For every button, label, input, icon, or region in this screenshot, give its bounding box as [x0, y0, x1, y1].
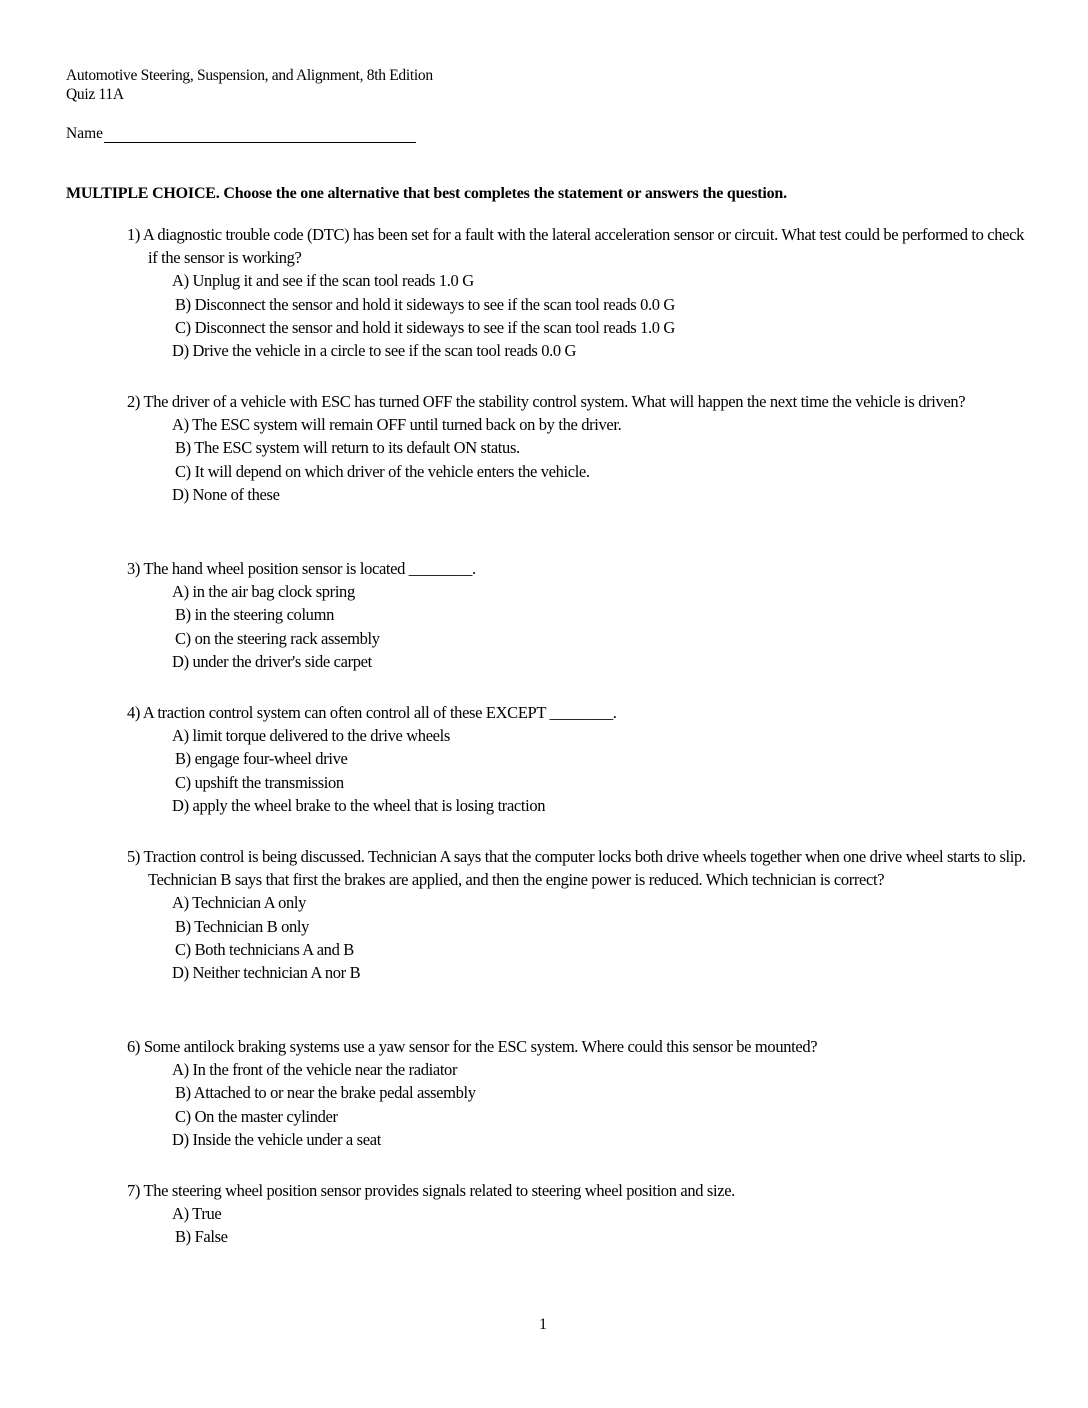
choice-a[interactable]: A) limit torque delivered to the drive wheels — [172, 726, 450, 746]
choice-b[interactable]: B) The ESC system will return to its default ON status. — [175, 438, 520, 458]
book-title: Automotive Steering, Suspension, and Alignment, 8th Edition — [66, 67, 433, 84]
question-stem — [127, 1035, 1027, 1058]
name-field-row — [66, 125, 416, 143]
question-6 — [127, 1035, 1027, 1151]
name-blank-line[interactable] — [104, 126, 416, 143]
question-4 — [127, 701, 1027, 817]
choice-a[interactable]: A) Technician A only — [172, 893, 307, 913]
question-number: 5) — [127, 847, 141, 866]
choice-c[interactable]: C) on the steering rack assembly — [175, 628, 380, 648]
choice-list — [172, 413, 1027, 506]
choice-c[interactable]: C) On the master cylinder — [175, 1106, 338, 1126]
question-text: The hand wheel position sensor is located ________. — [143, 559, 476, 578]
choice-b[interactable]: B) Technician B only — [175, 916, 310, 936]
instructions: MULTIPLE CHOICE. Choose the one alternative that best completes the statement or answers the question. — [66, 185, 787, 202]
choice-c[interactable]: C) Both technicians A and B — [175, 939, 354, 959]
choice-c[interactable]: C) It will depend on which driver of the vehicle enters the vehicle. — [175, 461, 590, 481]
question-text: A traction control system can often control all of these EXCEPT ________. — [142, 703, 617, 722]
choice-b[interactable]: B) Attached to or near the brake pedal assembly — [175, 1083, 476, 1103]
question-number: 6) — [127, 1037, 141, 1056]
choice-a[interactable]: A) True — [172, 1204, 222, 1224]
choice-c[interactable]: C) Disconnect the sensor and hold it sideways to see if the scan tool reads 1.0 G — [175, 317, 675, 337]
question-number: 7) — [127, 1181, 141, 1200]
choice-list — [172, 1058, 1027, 1151]
question-text: Some antilock braking systems use a yaw sensor for the ESC system. Where could this sensor be mounted? — [143, 1037, 818, 1056]
question-stem — [127, 223, 1027, 269]
question-text: Traction control is being discussed. Technician A says that the computer locks both drive wheels together when one drive wheel starts to slip. Technician B says that first the brakes are applied, and then the engine power is reduced. Which technician is correct? — [143, 847, 1026, 890]
choice-d[interactable]: D) None of these — [172, 484, 280, 504]
choice-list — [172, 1202, 1027, 1248]
question-5 — [127, 845, 1027, 984]
question-text: The driver of a vehicle with ESC has turned OFF the stability control system. What will happen the next time the vehicle is driven? — [143, 392, 966, 411]
choice-b[interactable]: B) in the steering column — [175, 605, 334, 625]
question-text: A diagnostic trouble code (DTC) has been set for a fault with the lateral acceleration sensor or circuit. What test could be performed to check if the sensor is working? — [142, 225, 1025, 268]
choice-list — [172, 269, 1027, 362]
question-number: 1) — [127, 225, 141, 244]
question-stem — [127, 845, 1027, 891]
choice-d[interactable]: D) apply the wheel brake to the wheel that is losing traction — [172, 795, 546, 815]
choice-a[interactable]: A) In the front of the vehicle near the radiator — [172, 1060, 458, 1080]
question-2 — [127, 390, 1027, 506]
question-number: 3) — [127, 559, 141, 578]
question-stem — [127, 1179, 1027, 1202]
question-stem — [127, 701, 1027, 724]
question-number: 4) — [127, 703, 141, 722]
choice-d[interactable]: D) Neither technician A nor B — [172, 963, 361, 983]
quiz-title: Quiz 11A — [66, 86, 124, 103]
choice-d[interactable]: D) Drive the vehicle in a circle to see if the scan tool reads 0.0 G — [172, 341, 577, 361]
question-stem — [127, 557, 1027, 580]
choice-a[interactable]: A) Unplug it and see if the scan tool reads 1.0 G — [172, 271, 474, 291]
name-label: Name — [66, 125, 104, 142]
choice-d[interactable]: D) under the driver's side carpet — [172, 651, 372, 671]
choice-a[interactable]: A) in the air bag clock spring — [172, 582, 355, 602]
question-text: The steering wheel position sensor provides signals related to steering wheel position and size. — [143, 1181, 735, 1200]
choice-c[interactable]: C) upshift the transmission — [175, 772, 344, 792]
document-header — [66, 66, 433, 104]
question-7 — [127, 1179, 1027, 1249]
question-number: 2) — [127, 392, 141, 411]
question-3 — [127, 557, 1027, 673]
choice-b[interactable]: B) Disconnect the sensor and hold it sideways to see if the scan tool reads 0.0 G — [175, 294, 675, 314]
question-1 — [127, 223, 1027, 362]
choice-list — [172, 891, 1027, 984]
page-number: 1 — [539, 1316, 547, 1333]
choice-b[interactable]: B) engage four-wheel drive — [175, 749, 348, 769]
choice-list — [172, 724, 1027, 817]
choice-list — [172, 580, 1027, 673]
choice-d[interactable]: D) Inside the vehicle under a seat — [172, 1129, 381, 1149]
choice-a[interactable]: A) The ESC system will remain OFF until turned back on by the driver. — [172, 415, 622, 435]
question-stem — [127, 390, 1027, 413]
choice-b[interactable]: B) False — [175, 1227, 228, 1247]
